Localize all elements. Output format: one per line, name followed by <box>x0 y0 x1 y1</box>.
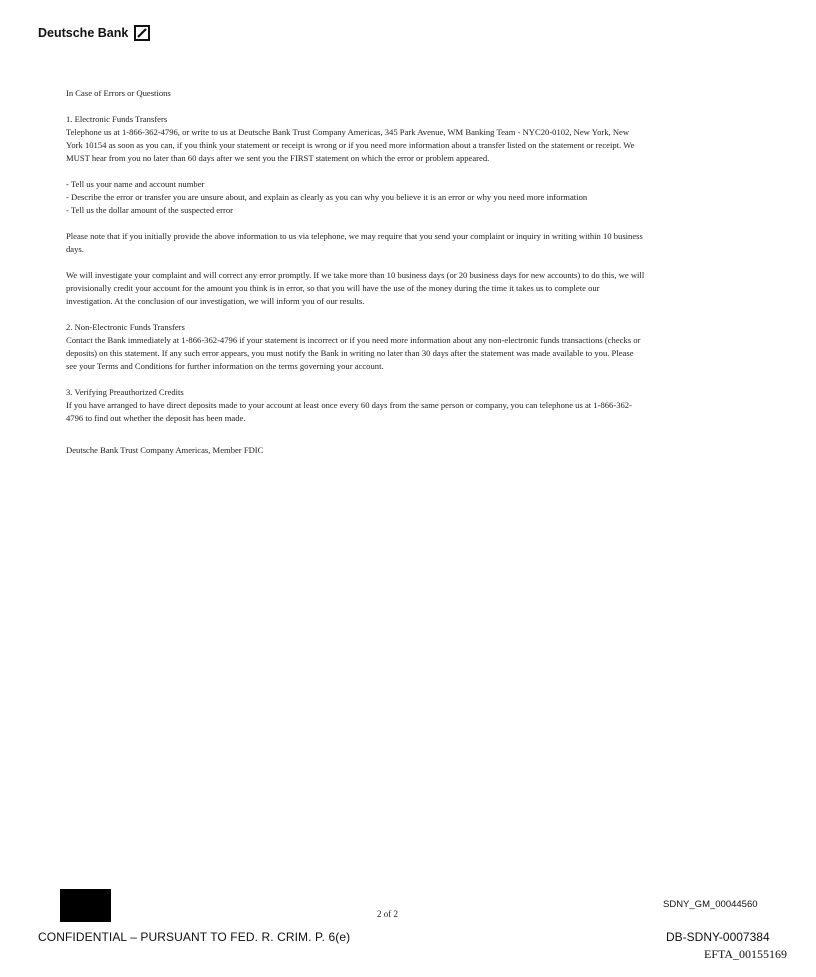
statement-notice <box>66 87 646 470</box>
db-bates-number: DB-SDNY-0007384 <box>666 930 770 944</box>
section-2-title: 2. Non-Electronic Funds Transfers <box>66 322 185 332</box>
section-1-text: Telephone us at 1-866-362-4796, or write to us at Deutsche Bank Trust Company Americas, 345 Park Avenue, WM Banking Team - NYC20-0102, New York, New York 10154 as soon as you can, if you think your statement or receipt is wrong or if you need more information about a transfer listed on the statement or receipt. We MUST hear from you no later than 60 days after we sent you the FIRST statement on which the error or problem appeared. <box>66 127 635 163</box>
section-1-title: 1. Electronic Funds Transfers <box>66 114 168 124</box>
efta-bates-number: EFTA_00155169 <box>704 947 788 961</box>
deutsche-bank-logo-icon <box>134 25 150 41</box>
confidential-notice: CONFIDENTIAL – PURSUANT TO FED. R. CRIM. P. 6(e) <box>38 930 351 944</box>
member-fdic-note: Deutsche Bank Trust Company Americas, Member FDIC <box>66 445 264 455</box>
section-1-note: Please note that if you initially provide the above information to us via telephone, we may require that you send your complaint or inquiry in writing within 10 business days. <box>66 231 643 254</box>
bullet-item: - Describe the error or transfer you are unsure about, and explain as clearly as you can why you believe it is an error or why you need more information <box>66 192 588 202</box>
brand-name: Deutsche Bank <box>38 26 129 40</box>
section-2-text: Contact the Bank immediately at 1-866-362-4796 if your statement is incorrect or if you need more information about any non-electronic funds transactions (checks or deposits) on this statement. If any such error appears, you must notify the Bank in writing no later than 30 days after the statement was made available to you. Please see your Terms and Conditions for further information on the terms governing your account. <box>66 335 641 371</box>
section-3-title: 3. Verifying Preauthorized Credits <box>66 387 184 397</box>
section-3-text: If you have arranged to have direct deposits made to your account at least once every 60 days from the same person or company, you can telephone us at 1-866-362-4796 to find out whether the deposit has been made. <box>66 400 632 423</box>
page-number: 2 of 2 <box>377 909 398 919</box>
bullet-item: - Tell us the dollar amount of the suspected error <box>66 205 234 215</box>
notice-heading: In Case of Errors or Questions <box>66 88 171 98</box>
redaction-block <box>60 889 111 922</box>
section-1-investigation: We will investigate your complaint and will correct any error promptly. If we take more than 10 business days (or 20 business days for new accounts) to do this, we will provisionally credit your account for the amount you think is in error, so that you will have the use of the money during the time it takes us to complete our investigation. At the conclusion of our investigation, we will inform you of our results. <box>66 270 645 306</box>
sdny-bates-number: SDNY_GM_00044560 <box>663 899 758 910</box>
bullet-item: - Tell us your name and account number <box>66 179 205 189</box>
brand-header <box>38 25 150 41</box>
